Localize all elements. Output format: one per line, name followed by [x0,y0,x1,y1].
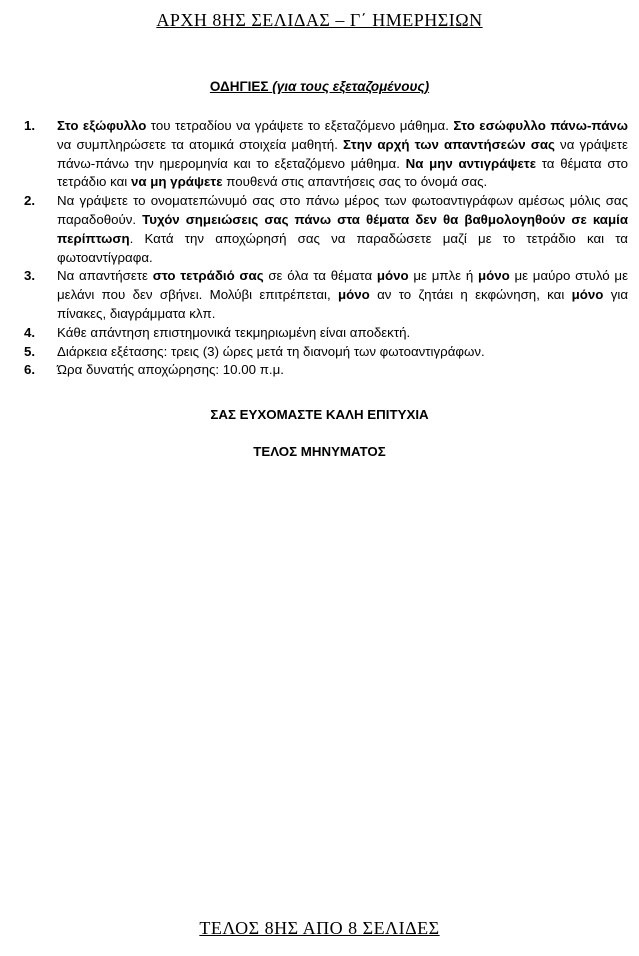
instruction-segment: . Κατά την αποχώρησή σας να παραδώσετε μαζί με το τετράδιο και τα φωτοαντίγραφα. [57,230,628,265]
instruction-segment: σε όλα τα θέματα [263,268,377,284]
instruction-segment: Κάθε απάντηση επιστημονικά τεκμηριωμένη είναι αποδεκτή. [57,324,411,340]
instruction-item [24,361,628,380]
instruction-emphasis: να μη γράψετε [130,174,223,190]
instruction-text [57,193,628,264]
instruction-number: 2. [24,193,36,209]
instruction-text [57,325,410,340]
instruction-item [24,192,628,267]
instruction-emphasis: μόνο [376,268,409,284]
instruction-segment: Να απαντήσετε [57,268,153,284]
instruction-item [24,324,628,343]
instruction-segment: του τετραδίου να γράψετε το εξεταζόμενο μάθημα. [146,118,454,133]
instruction-segment: με μαύρο στυλό με μελάνι που δεν σβήνει. Μολύβι επιτρέπεται, [57,268,628,303]
instruction-number: 1. [24,118,36,133]
instruction-text [57,118,628,189]
instruction-emphasis: μόνο [337,287,370,303]
instructions-title [0,79,639,94]
instruction-text [57,344,485,359]
instructions-title-subtitle: (για τους εξεταζομένους) [272,79,430,94]
end-message: ΤΕΛΟΣ ΜΗΝΥΜΑΤΟΣ [253,444,386,459]
instruction-segment: να γράψετε πάνω-πάνω την ημερομηνία και το εξεταζόμενο μάθημα. [57,136,628,171]
instruction-emphasis: Στο εσώφυλλο πάνω-πάνω [453,118,628,133]
instruction-segment: αν το ζητάει η εκφώνηση, και [369,287,572,303]
instruction-number: 4. [24,324,36,340]
instruction-text [57,362,284,377]
instruction-emphasis: στο τετράδιό σας [152,268,264,284]
instruction-number: 6. [24,362,36,378]
instruction-item [24,343,628,362]
page-footer: ΤΕΛΟΣ 8ΗΣ ΑΠΟ 8 ΣΕΛΙΔΕΣ [199,918,440,938]
instruction-segment: με μπλε ή [408,268,478,284]
instruction-segment: τα θέματα στο τετράδιο και [57,155,628,190]
instruction-segment: να συμπληρώσετε τα ατομικά στοιχεία μαθητή. [57,136,344,152]
instruction-number: 3. [24,268,36,284]
instruction-emphasis: μόνο [477,268,510,284]
instruction-segment: Διάρκεια εξέτασης: τρεις (3) ώρες μετά τη διανομή των φωτοαντιγράφων. [57,343,485,359]
instruction-item [24,117,628,192]
instruction-segment: Ώρα δυνατής αποχώρησης: 10.00 π.μ. [57,362,284,378]
instruction-item [24,267,628,323]
instruction-emphasis: Τυχόν σημειώσεις σας πάνω στα θέματα δεν θα βαθμολογηθούν σε καμία περίπτωση [57,211,628,246]
instruction-text [57,268,628,321]
instruction-emphasis: μόνο [571,287,604,303]
instruction-segment: για πίνακες, διαγράμματα κλπ. [57,287,628,321]
instruction-emphasis: Να μην αντιγράψετε [405,155,537,171]
page-header: ΑΡΧΗ 8ΗΣ ΣΕΛΙΔΑΣ – Γ΄ ΗΜΕΡΗΣΙΩΝ [156,10,483,30]
instructions-title-main: ΟΔΗΓΙΕΣ [209,79,269,94]
instruction-number: 5. [24,343,36,359]
instruction-segment: Να γράψετε το ονοματεπώνυμό σας στο πάνω μέρος των φωτοαντιγράφων αμέσως μόλις σας παραδοθούν. [57,193,628,227]
instruction-emphasis: Στο εξώφυλλο [57,118,147,133]
closing-wish: ΣΑΣ ΕΥΧΟΜΑΣΤΕ ΚΑΛΗ ΕΠΙΤΥΧΙΑ [210,407,429,422]
instruction-list [24,117,628,380]
instruction-emphasis: Στην αρχή των απαντήσεών σας [343,136,555,152]
instruction-segment: πουθενά στις απαντήσεις σας το όνομά σας. [222,174,488,190]
